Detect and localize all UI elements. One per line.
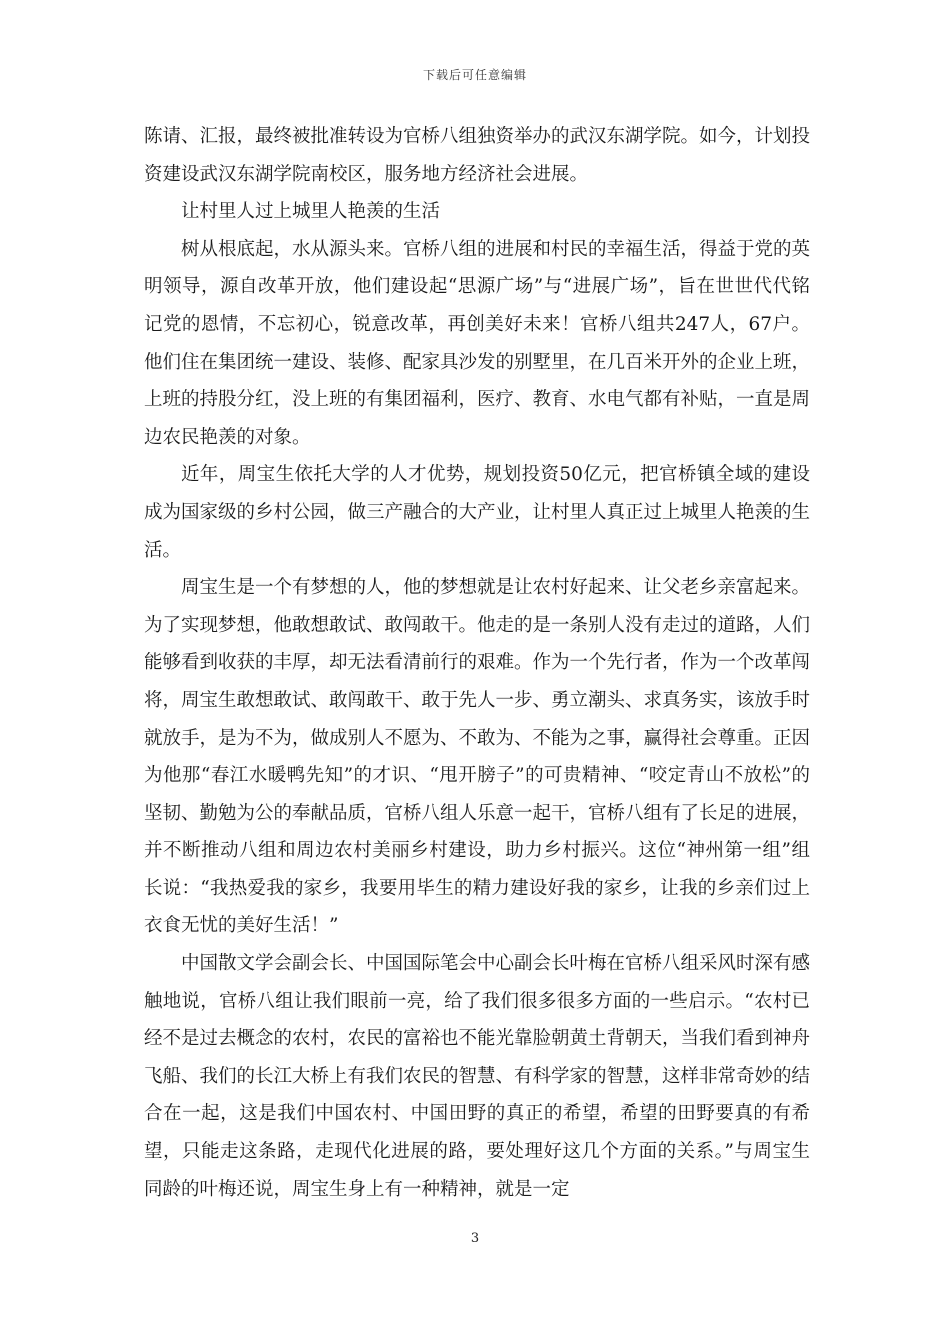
page-number: 3: [470, 1231, 480, 1246]
paragraph: 树从根底起，水从源头来。官桥八组的进展和村民的幸福生活，得益于党的英明领导，源自改革开放，他们建设起“思源广场”与“进展广场”，旨在世世代代铭记党的恩情，不忘初心，锐意改革，再创美好未来！官桥八组共247人，67户。他们住在集团统一建设、装修、配家具沙发的别墅里，在几百米开外的企业上班，上班的持股分红，没上班的有集团福利，医疗、教育、水电气都有补贴，一直是周边农民艳羡的对象。: [144, 238, 811, 448]
paragraph: 周宝生是一个有梦想的人，他的梦想就是让农村好起来、让父老乡亲富起来。为了实现梦想，他敢想敢试、敢闯敢干。他走的是一条别人没有走过的道路，人们能够看到收获的丰厚，却无法看清前行的艰难。作为一个先行者，作为一个改革闯将，周宝生敢想敢试、敢闯敢干、敢于先人一步、勇立潮头、求真务实，该放手时就放手，是为不为，做成别人不愿为、不敢为、不能为之事，赢得社会尊重。正因为他那“春江水暖鸭先知”的才识、“甩开膀子”的可贵精神、“咬定青山不放松”的坚韧、勤勉为公的奉献品质，官桥八组人乐意一起干，官桥八组有了长足的进展，并不断推动八组和周边农村美丽乡村建设，助力乡村振兴。这位“神州第一组”组长说：“我热爱我的家乡，我要用毕生的精力建设好我的家乡，让我的乡亲们过上衣食无忧的美好生活！”: [144, 577, 811, 937]
section-heading: 让村里人过上城里人艳羡的生活: [181, 201, 441, 223]
paragraph: 近年，周宝生依托大学的人才优势，规划投资50亿元，把官桥镇全域的建设成为国家级的乡村公园，做三产融合的大产业，让村里人真正过上城里人艳羡的生活。: [144, 464, 811, 561]
page-header: 下载后可任意编辑: [422, 68, 527, 82]
paragraph: 中国散文学会副会长、中国国际笔会中心副会长叶梅在官桥八组采风时深有感触地说，官桥八组让我们眼前一亮，给了我们很多很多方面的一些启示。“农村已经不是过去概念的农村，农民的富裕也不能光靠脸朝黄土背朝天，当我们看到神舟飞船、我们的长江大桥上有我们农民的智慧、有科学家的智慧，这样非常奇妙的结合在一起，这是我们中国农村、中国田野的真正的希望，希望的田野要真的有希望，只能走这条路，走现代化进展的路，要处理好这几个方面的关系。”与周宝生同龄的叶梅还说，周宝生身上有一种精神，就是一定: [144, 953, 811, 1200]
paragraph-continuation: 陈请、汇报，最终被批准转设为官桥八组独资举办的武汉东湖学院。如今，计划投资建设武汉东湖学院南校区，服务地方经济社会进展。: [144, 126, 811, 185]
document-body: [144, 118, 810, 1208]
